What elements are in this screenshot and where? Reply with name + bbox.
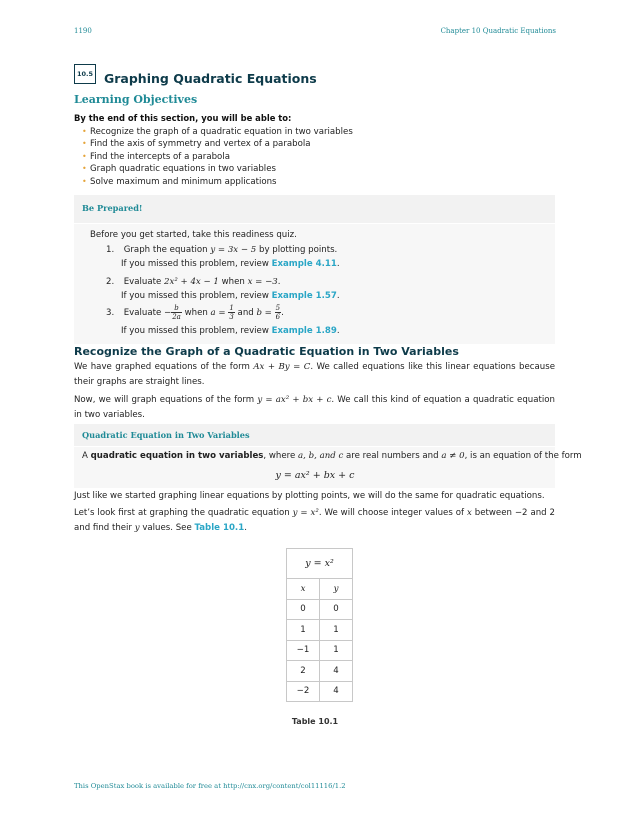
be-prepared-intro: Before you get started, take this readiness quiz. (90, 230, 297, 240)
table-row: 1 1 (287, 620, 353, 641)
quiz-item-2: 2. Evaluate 2x² + 4x − 1 when x = −3. (106, 277, 281, 287)
footer-note: This OpenStax book is available for free at http://cnx.org/content/col11116/1.2 (74, 782, 346, 790)
objective-item: • Find the axis of symmetry and vertex of a parabola (82, 138, 353, 150)
table-link[interactable]: Table 10.1 (194, 523, 245, 533)
quiz-review-1: If you missed this problem, review Example 4.11. (121, 259, 340, 269)
learning-objectives-intro: By the end of this section, you will be able to: (74, 113, 292, 123)
paragraph-table-intro: Let’s look first at graphing the quadratic equation y = x². We will choose integer values of x between −2 and 2 and find their y values. See Table 10.1. (74, 508, 556, 533)
quiz-text: when (221, 277, 245, 287)
objective-item: • Find the intercepts of a parabola (82, 151, 353, 163)
quiz-number: 1. (106, 245, 115, 255)
table-row: −2 4 (287, 681, 353, 702)
quiz-text: Evaluate (123, 277, 162, 287)
review-link[interactable]: Example 1.57 (271, 291, 337, 301)
quiz-review-2: If you missed this problem, review Example 1.57. (121, 291, 340, 301)
review-text: If you missed this problem, review (121, 326, 269, 336)
paragraph-linear: We have graphed equations of the form Ax + By = C. We called equations like this linear equations because their graphs are straight lines. (74, 362, 555, 387)
quiz-text: by plotting points. (259, 245, 338, 255)
table-title: y = x² (287, 549, 353, 579)
objective-item: • Graph quadratic equations in two variables (82, 163, 353, 175)
quiz-expression: 2x² + 4x − 1 (164, 277, 219, 287)
table-header-x: x (287, 579, 320, 600)
objective-item: • Recognize the graph of a quadratic equation in two variables (82, 126, 353, 138)
section-number-badge: 10.5 (74, 64, 96, 84)
subsection-heading: Recognize the Graph of a Quadratic Equation in Two Variables (74, 345, 459, 358)
quiz-item-3: 3. Evaluate − $\frac{b}{2a}$ when a = $\frac{1}{3}$ and b = $\frac{5}{6}$ . (106, 304, 284, 321)
be-prepared-header (74, 195, 555, 223)
table-caption: Table 10.1 (291, 717, 339, 726)
fraction-a-value: $\frac{1}{3}$ (229, 304, 234, 321)
table-header-y: y (320, 579, 353, 600)
quiz-text: Graph the equation (123, 245, 208, 255)
table-row: 0 0 (287, 599, 353, 620)
page-number: 1190 (74, 27, 92, 35)
definition-text: A quadratic equation in two variables, where a, b, and c are real numbers and a ≠ 0, is an equation of the form (82, 451, 582, 461)
paragraph-plotting: Just like we started graphing linear equations by plotting points, we will do the same for quadratic equations. (74, 491, 545, 501)
paragraph-quadratic: Now, we will graph equations of the form y = ax² + bx + c. We call this kind of equation a quadratic equation in two variables. (74, 395, 555, 420)
review-text: If you missed this problem, review (121, 291, 269, 301)
defined-term: quadratic equation in two variables (90, 451, 264, 461)
definition-title: Quadratic Equation in Two Variables (82, 430, 250, 440)
learning-objectives-list (82, 126, 353, 188)
quadratic-equation-form: y = ax² + bx + c (257, 395, 332, 405)
quiz-equation: y = 3x − 5 (210, 245, 257, 255)
review-link[interactable]: Example 4.11 (271, 259, 337, 269)
definition-equation: y = ax² + bx + c (275, 470, 355, 481)
table-row: 2 4 (287, 661, 353, 682)
review-link[interactable]: Example 1.89 (271, 326, 337, 336)
quiz-review-3: If you missed this problem, review Example 1.89. (121, 326, 340, 336)
quiz-text: when (184, 308, 208, 318)
quiz-condition: x = −3 (247, 277, 278, 287)
values-table (286, 548, 353, 702)
quiz-text: Evaluate (123, 308, 162, 318)
objective-item: • Solve maximum and minimum applications (82, 176, 353, 188)
table-row: −1 1 (287, 640, 353, 661)
fraction-b-value: $\frac{5}{6}$ (275, 304, 281, 321)
definition-header (74, 424, 555, 446)
quiz-item-1 (106, 245, 337, 255)
section-title: Graphing Quadratic Equations (104, 71, 317, 86)
fraction-b-over-2a: $\frac{b}{2a}$ (172, 304, 181, 321)
learning-objectives-title: Learning Objectives (74, 93, 198, 106)
be-prepared-title: Be Prepared! (82, 203, 143, 213)
quiz-text: and (237, 308, 254, 318)
quiz-number: 2. (106, 277, 115, 287)
review-text: If you missed this problem, review (121, 259, 269, 269)
chapter-title: Chapter 10 Quadratic Equations (440, 27, 556, 35)
quiz-number: 3. (106, 308, 115, 318)
linear-equation-form: Ax + By = C (253, 362, 311, 372)
